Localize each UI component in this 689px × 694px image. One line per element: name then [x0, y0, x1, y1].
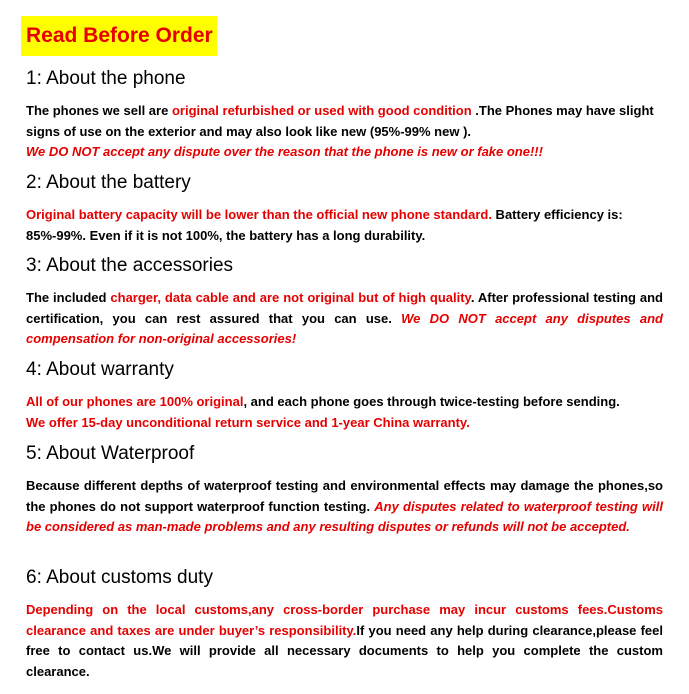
section-paragraph [26, 288, 663, 350]
section-about-accessories [26, 254, 663, 350]
read-before-order-banner: Read Before Order [21, 16, 217, 56]
highlight-text: Depending on the local customs,any cross-border purchase may incur customs fees.Customs clearance and taxes are under buyer’s responsibility. [26, 602, 663, 638]
text-run: If you need any help during clearance,please feel free to contact us.We will provide all necessary documents to help you complete the custom clearance. [26, 622, 663, 679]
notice-text: We DO NOT accept any disputes and compensation for non-original accessories! [26, 310, 663, 346]
section-paragraph [26, 101, 663, 142]
highlight-text: All of our phones are 100% original [26, 394, 244, 409]
text-run: . After professional testing and certification, you can rest assured that you can use. [26, 290, 663, 326]
text-run: .The Phones may have slight signs of use on the exterior and may also look like new (95%-99% new ). [26, 103, 654, 139]
section-about-warranty [26, 358, 663, 433]
section-heading: 3: About the accessories [26, 255, 234, 276]
text-run: The phones we sell are [26, 103, 172, 118]
section-paragraph [26, 600, 663, 682]
text-run: Because different depths of waterproof testing and environmental effects may damage the phones,so the phones do not support waterproof function testing. [26, 478, 663, 514]
section-heading: 2: About the battery [26, 172, 191, 193]
section-paragraph [26, 392, 663, 413]
section-about-waterproof [26, 442, 663, 538]
warranty-offer-text: We offer 15-day unconditional return service and 1-year China warranty. [26, 414, 470, 430]
highlight-text: Original battery capacity will be lower than the official new phone standard. [26, 207, 492, 222]
section-heading: 6: About customs duty [26, 567, 213, 588]
section-heading: 4: About warranty [26, 359, 174, 380]
section-heading: 1: About the phone [26, 68, 186, 89]
section-about-battery [26, 171, 663, 246]
highlight-text: charger, data cable and are not original but of high quality [110, 290, 471, 305]
section-paragraph [26, 476, 663, 538]
highlight-text: original refurbished or used with good condition [171, 103, 472, 118]
section-about-phone [26, 67, 663, 163]
text-run: The included [26, 290, 111, 305]
section-paragraph [26, 205, 663, 246]
text-run: Battery efficiency is: 85%-99%. Even if it is not 100%, the battery has a long durability. [26, 207, 623, 243]
text-run: , and each phone goes through twice-testing before sending. [243, 394, 620, 409]
section-about-customs [26, 566, 663, 682]
notice-text: Any disputes related to waterproof testing will be considered as man-made problems and any resulting disputes or refunds will not be accepted. [26, 498, 663, 534]
notice-text: We DO NOT accept any dispute over the reason that the phone is new or fake one!!! [26, 144, 543, 159]
section-heading: 5: About Waterproof [26, 443, 195, 464]
